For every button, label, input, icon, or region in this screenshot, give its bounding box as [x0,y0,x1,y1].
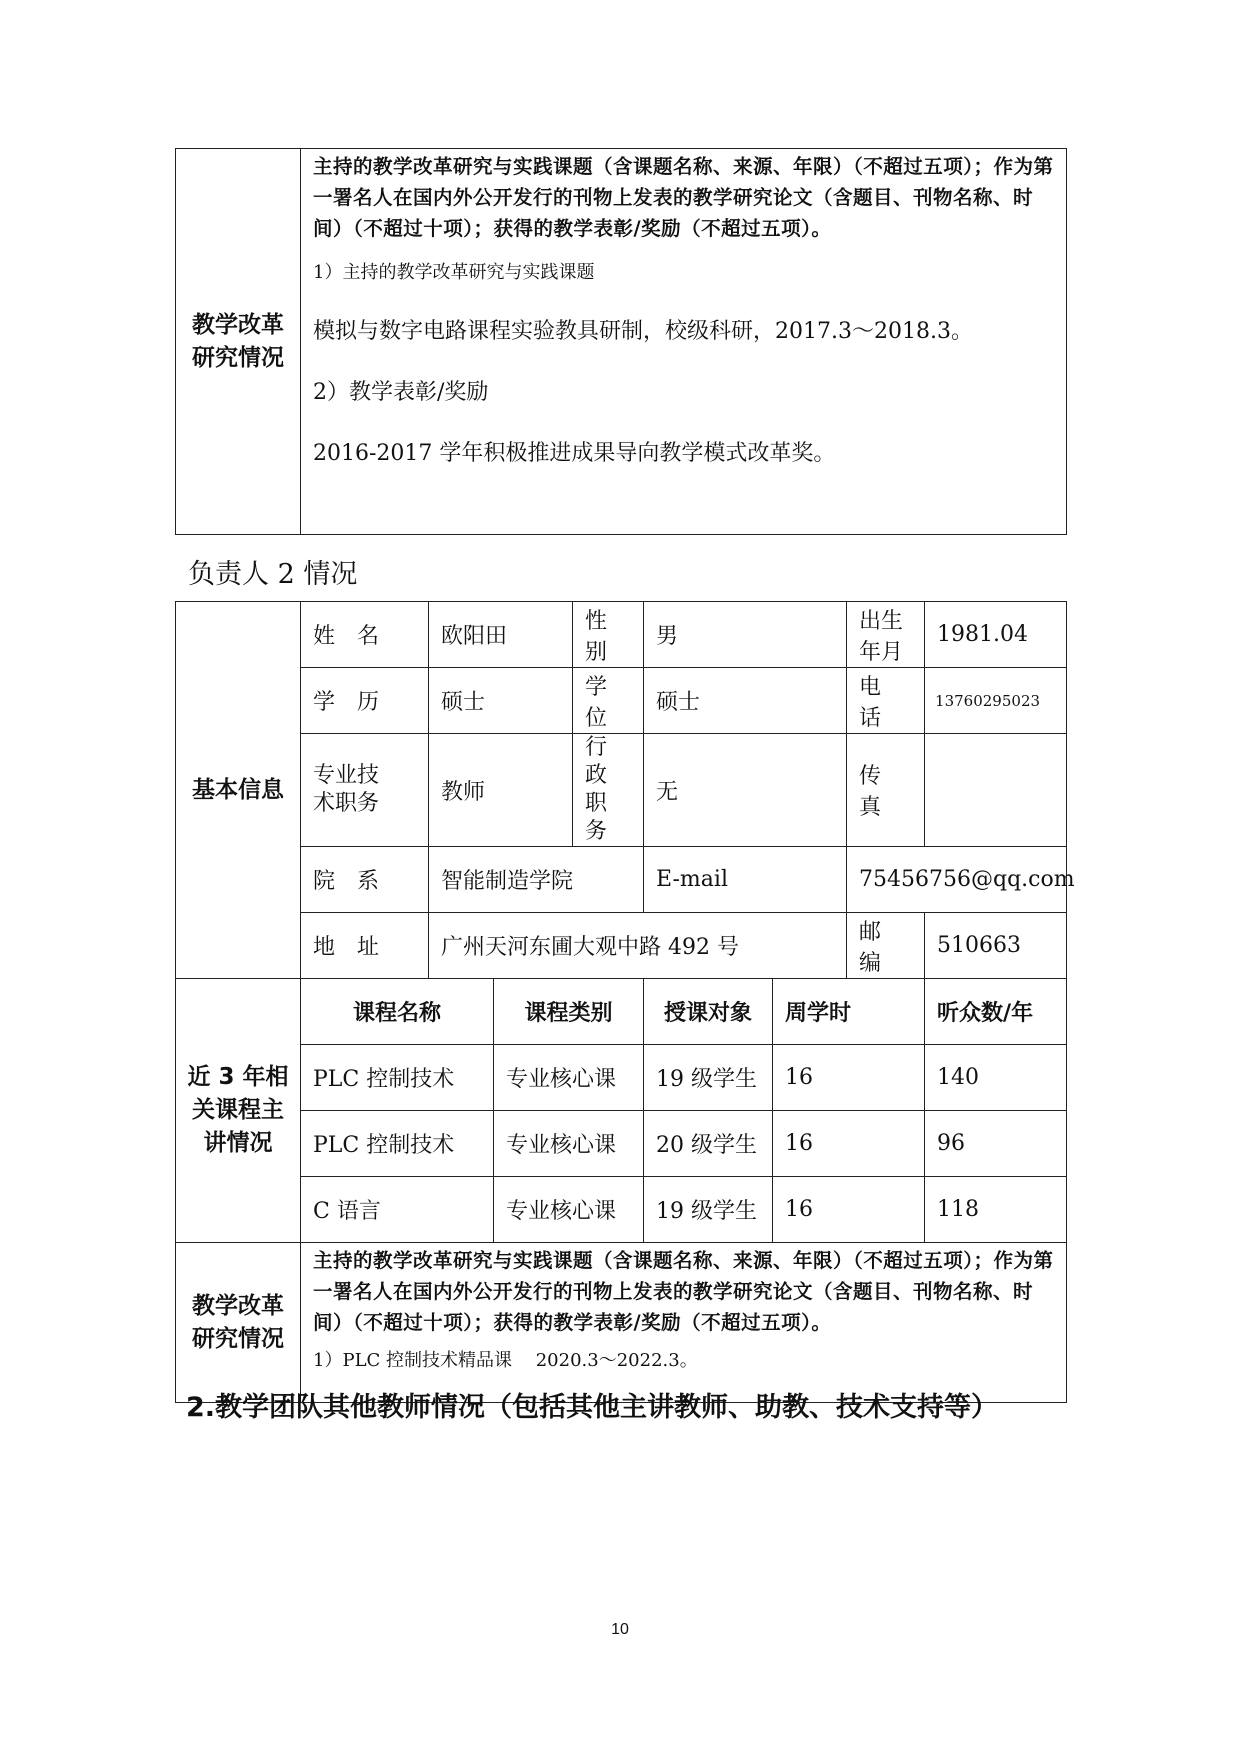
zip-value: 510663 [925,913,1067,979]
title-label: 专业技 术职务 [301,734,429,847]
reform2-item1: 1）PLC 控制技术精品课 2020.3～2022.3。 [313,1350,698,1371]
reform-item1-content: 模拟与数字电路课程实验教具研制，校级科研，2017.3～2018.3。 [313,319,973,344]
reform-item1-heading: 1）主持的教学改革研究与实践课题 [313,262,595,283]
course-hours: 16 [773,1177,925,1243]
gender-value: 男 [644,602,847,668]
course-type: 专业核心课 [494,1111,644,1177]
course-name: PLC 控制技术 [301,1111,494,1177]
name-value: 欧阳田 [429,602,573,668]
table-row [176,1045,1067,1111]
course-audience: 140 [925,1045,1067,1111]
course-type: 专业核心课 [494,1177,644,1243]
course-hours: 16 [773,1045,925,1111]
course-name: PLC 控制技术 [301,1045,494,1111]
birth-value: 1981.04 [925,602,1067,668]
degree-label: 学 位 [573,668,644,734]
section-title: 负责人 2 情况 [188,559,358,590]
course-audience: 96 [925,1111,1067,1177]
addr-value: 广州天河东圃大观中路 492 号 [429,913,847,979]
reform-label: 教学改革 研究情况 [176,149,301,535]
basic-info-label: 基本信息 [176,602,301,979]
reform-table-1 [175,148,1067,535]
course-target: 20 级学生 [644,1111,773,1177]
courses-header-type: 课程类别 [494,979,644,1045]
phone-label: 电 话 [847,668,925,734]
admin-value: 无 [644,734,847,847]
email-label: E-mail [644,847,847,913]
fax-value [925,734,1067,847]
addr-label: 地 址 [301,913,429,979]
edu-label: 学 历 [301,668,429,734]
courses-header-target: 授课对象 [644,979,773,1045]
birth-label: 出生年月 [847,602,925,668]
reform-content [301,149,1067,535]
zip-label: 邮 编 [847,913,925,979]
basic-info-table [175,601,1075,1403]
courses-label: 近 3 年相 关课程主 讲情况 [176,979,301,1243]
page-number: 10 [611,1621,629,1638]
reform-requirement: 主持的教学改革研究与实践课题（含课题名称、来源、年限）（不超过五项）；作为第一署名人在国内外公开发行的刊物上发表的教学研究论文（含题目、刊物名称、时间）（不超过十项）；获得的教学表彰/奖励（不超过五项）。 [313,155,1054,240]
reform-label-2: 教学改革 研究情况 [176,1243,301,1403]
courses-header-audience: 听众数/年 [925,979,1067,1045]
table-row [176,1111,1067,1177]
degree-value: 硕士 [644,668,847,734]
title-value: 教师 [429,734,573,847]
reform-item2-heading: 2）教学表彰/奖励 [313,380,489,405]
dept-value: 智能制造学院 [429,847,644,913]
reform-requirement-2: 主持的教学改革研究与实践课题（含课题名称、来源、年限）（不超过五项）；作为第一署名人在国内外公开发行的刊物上发表的教学研究论文（含题目、刊物名称、时间）（不超过十项）；获得的教学表彰/奖励（不超过五项）。 [313,1249,1054,1334]
course-type: 专业核心课 [494,1045,644,1111]
reform-content-2 [301,1243,1067,1403]
course-hours: 16 [773,1111,925,1177]
course-audience: 118 [925,1177,1067,1243]
dept-label: 院 系 [301,847,429,913]
reform-item2-content: 2016-2017 学年积极推进成果导向教学模式改革奖。 [313,441,836,466]
courses-header-hours: 周学时 [773,979,925,1045]
table-row [176,1177,1067,1243]
gender-label: 性 别 [573,602,644,668]
course-name: C 语言 [301,1177,494,1243]
course-target: 19 级学生 [644,1045,773,1111]
courses-header-name: 课程名称 [301,979,494,1045]
section2-title: 2.教学团队其他教师情况（包括其他主讲教师、助教、技术支持等） [186,1392,999,1423]
course-target: 19 级学生 [644,1177,773,1243]
admin-label: 行 政 职 务 [573,734,644,847]
edu-value: 硕士 [429,668,573,734]
name-label: 姓 名 [301,602,429,668]
fax-label: 传 真 [847,734,925,847]
email-value: 75456756@qq.com [847,847,1067,913]
phone-value: 13760295023 [925,668,1067,734]
